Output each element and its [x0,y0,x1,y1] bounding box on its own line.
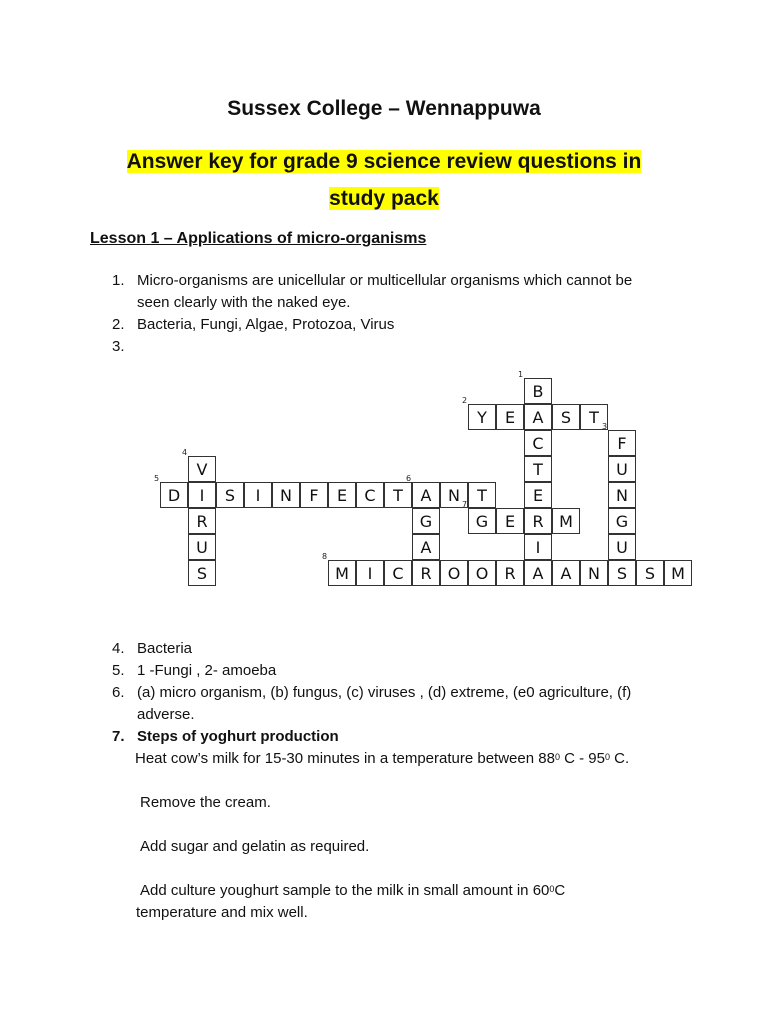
yoghurt-step-1 [135,748,629,770]
lesson-heading: Lesson 1 – Applications of micro-organisms [90,230,427,247]
yoghurt-step-3: Add sugar and gelatin as required. [140,838,370,855]
yoghurt-step-4 [140,880,565,902]
list-item [112,336,657,358]
crossword-cell: S [636,560,664,586]
crossword-cell: U [608,456,636,482]
crossword-cell: C [524,430,552,456]
document-title [0,143,768,217]
crossword-cell: A [412,482,440,508]
crossword-cell: I [356,560,384,586]
crossword-cell: I [244,482,272,508]
item-number: 4. [112,640,125,657]
crossword-cell: E [496,508,524,534]
crossword-cell: T [468,482,496,508]
item-number: 5. [112,662,125,679]
answers-list-top [112,270,657,358]
clue-number: 5 [154,474,160,483]
crossword-cell: N [608,482,636,508]
crossword-cell: C [384,560,412,586]
crossword-cell: U [608,534,636,560]
crossword-cell: T [524,456,552,482]
crossword-cell: O [440,560,468,586]
degree-sup: 0 [604,752,610,762]
school-name: Sussex College – Wennappuwa [227,97,541,120]
crossword-cell: N [272,482,300,508]
clue-number: 7 [462,500,468,509]
item-number: 6. [112,684,125,701]
crossword-cell: I [188,482,216,508]
crossword-cell: S [552,404,580,430]
crossword-cell: A [524,404,552,430]
crossword-cell: I [524,534,552,560]
step-text: Add culture youghurt sample to the milk in small amount in 60 [140,882,550,899]
item-text: Steps of yoghurt production [137,728,339,745]
item-text [137,336,657,358]
yoghurt-step-2: Remove the cream. [140,794,271,811]
crossword-cell: N [580,560,608,586]
yoghurt-step-4-line-2: temperature and mix well. [136,904,308,921]
crossword-cell: E [328,482,356,508]
clue-number: 8 [322,552,328,561]
crossword-cell: G [608,508,636,534]
list-item [112,682,657,726]
title-line-1: Answer key for grade 9 science review questions in [126,150,642,173]
crossword-cell: M [552,508,580,534]
crossword-cell: R [496,560,524,586]
step-text: Heat cow’s milk for 15-30 minutes in a temperature between 88 [135,750,555,767]
crossword-cell: R [412,560,440,586]
crossword-cell: V [188,456,216,482]
title-line-2: study pack [329,187,439,210]
crossword-cell: B [524,378,552,404]
crossword-cell: O [468,560,496,586]
item-text: Bacteria, Fungi, Algae, Protozoa, Virus [137,316,395,333]
item-number: 2. [112,316,125,333]
crossword-cell: N [440,482,468,508]
item-text: Bacteria [137,640,193,657]
crossword-cell: R [188,508,216,534]
crossword-cell: S [608,560,636,586]
crossword-cell: E [524,482,552,508]
degree-sup: 0 [554,752,560,762]
crossword-cell: S [216,482,244,508]
list-item [112,314,657,336]
crossword-cell: M [328,560,356,586]
crossword-cell: A [524,560,552,586]
item-text: Micro-organisms are unicellular or multicellular organisms which cannot be seen clearly with the naked eye. [137,272,633,311]
answers-list-bottom [112,638,657,748]
list-item [112,660,657,682]
list-item [112,726,657,748]
crossword-cell: T [580,404,608,430]
clue-number: 1 [518,370,524,379]
crossword-cell: A [552,560,580,586]
item-number: 1. [112,272,125,289]
clue-number: 3 [602,422,608,431]
item-number: 3. [112,338,125,355]
clue-number: 4 [182,448,188,457]
crossword-cell: U [188,534,216,560]
item-number: 7. [112,728,125,745]
crossword-cell: A [412,534,440,560]
item-text: 1 -Fungi , 2- amoeba [137,662,277,679]
crossword-cell: G [468,508,496,534]
crossword-cell: M [664,560,692,586]
crossword-cell: E [496,404,524,430]
crossword-cell: F [300,482,328,508]
crossword-cell: F [608,430,636,456]
crossword-cell: T [384,482,412,508]
crossword-cell: R [524,508,552,534]
clue-number: 6 [406,474,412,483]
crossword-cell: S [188,560,216,586]
crossword-cell: Y [468,404,496,430]
list-item [112,638,657,660]
list-item [112,270,657,314]
clue-number: 2 [462,396,468,405]
crossword-cell: G [412,508,440,534]
item-text: (a) micro organism, (b) fungus, (c) viruses , (d) extreme, (e0 agriculture, (f) adverse. [137,684,632,723]
degree-sup: 0 [549,884,555,894]
crossword-cell: C [356,482,384,508]
step-text: C. [609,750,630,767]
step-text: C - 95 [559,750,605,767]
crossword-cell: D [160,482,188,508]
step-text: C [554,882,566,899]
